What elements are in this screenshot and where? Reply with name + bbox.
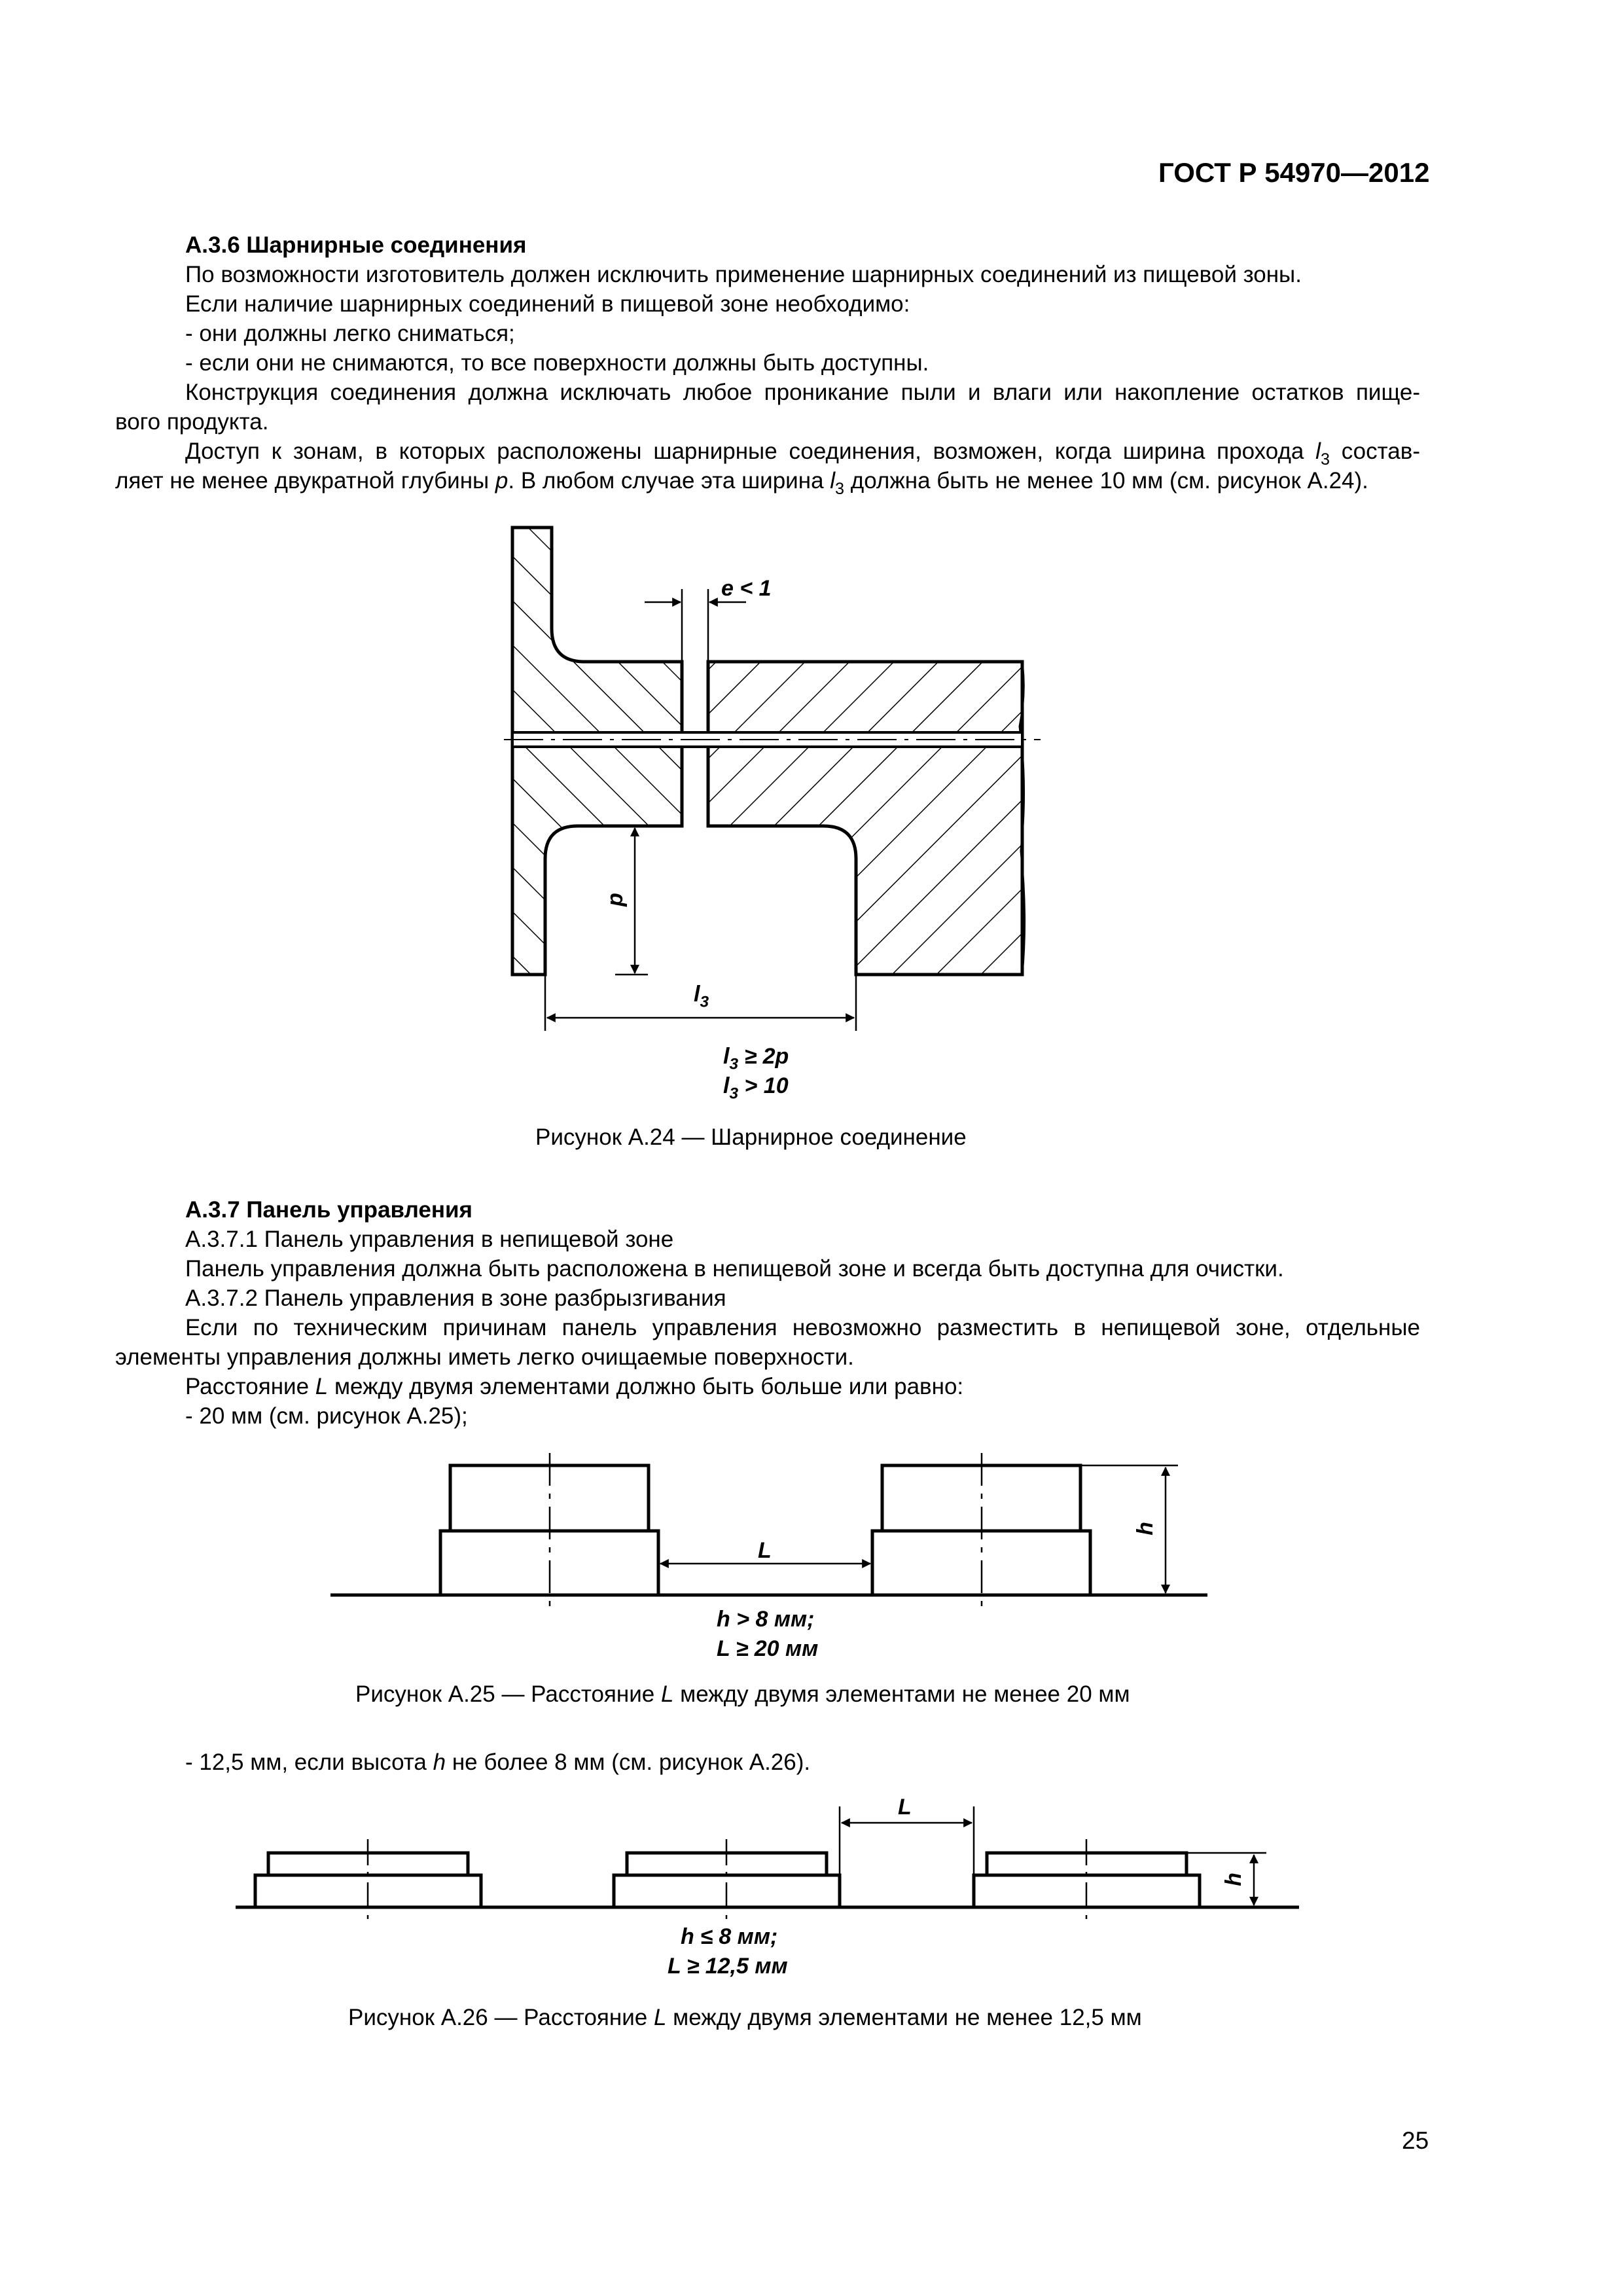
- paragraph: ляет не менее двукратной глубины p. В любом случае эта ширина $l_3$ должна быть не менее 10 мм (см. рисунок А.24).: [115, 468, 1368, 498]
- label-h: h: [1221, 1873, 1246, 1886]
- paragraph: вого продукта.: [115, 409, 269, 435]
- list-item: - если они не снимаются, то все поверхности должны быть доступны.: [185, 350, 929, 376]
- control-element: [614, 1839, 840, 1921]
- label-e: e < 1: [721, 576, 772, 601]
- label-L: L: [898, 1795, 912, 1820]
- condition-L: L ≥ 12,5 мм: [668, 1954, 788, 1979]
- paragraph: Доступ к зонам, в которых расположены шарнирные соединения, возможен, когда ширина прохода $l_3$ состав-: [185, 439, 1420, 469]
- paragraph: Расстояние L между двумя элементами должно быть больше или равно:: [185, 1374, 964, 1399]
- figure-a25-caption: Рисунок А.25 — Расстояние L между двумя элементами не менее 20 мм: [355, 1681, 1130, 1707]
- figure-a26-caption: Рисунок А.26 — Расстояние L между двумя элементами не менее 12,5 мм: [348, 2005, 1142, 2030]
- paragraph: элементы управления должны иметь легко очищаемые поверхности.: [115, 1344, 854, 1370]
- label-h: h: [1132, 1522, 1158, 1535]
- page-number: 25: [1402, 2127, 1429, 2154]
- section-a37-title: А.3.7 Панель управления: [185, 1197, 473, 1223]
- list-item: - 20 мм (см. рисунок А.25);: [185, 1403, 468, 1429]
- paragraph: Панель управления должна быть расположена в непищевой зоне и всегда быть доступна для очистки.: [185, 1256, 1284, 1282]
- control-element: [974, 1839, 1200, 1921]
- control-element: [255, 1839, 481, 1921]
- paragraph: Если наличие шарнирных соединений в пищевой зоне необходимо:: [185, 291, 910, 317]
- condition-L: L ≥ 20 мм: [717, 1636, 819, 1661]
- paragraph: Конструкция соединения должна исключать любое проникание пыли и влаги или накопление остатков пище-: [185, 380, 1420, 405]
- document-header: ГОСТ Р 54970—2012: [1158, 157, 1430, 188]
- subsection-a371: А.3.7.1 Панель управления в непищевой зоне: [185, 1227, 674, 1252]
- list-item: - 12,5 мм, если высота h не более 8 мм (см. рисунок А.26).: [185, 1749, 811, 1775]
- figure-a24-caption: Рисунок А.24 — Шарнирное соединение: [535, 1124, 967, 1150]
- label-L: L: [758, 1538, 772, 1563]
- condition-l3-10: $l_3 > 10$: [723, 1073, 789, 1103]
- list-item: - они должны легко сниматься;: [185, 321, 515, 346]
- condition-h: h ≤ 8 мм;: [681, 1924, 778, 1949]
- label-l3: $l_3$: [694, 982, 709, 1011]
- condition-l3-2p: $l_3 \ge 2p$: [723, 1044, 789, 1073]
- subsection-a372: А.3.7.2 Панель управления в зоне разбрызгивания: [185, 1285, 726, 1311]
- paragraph: Если по техническим причинам панель управления невозможно разместить в непищевой зоне, отдельные: [185, 1315, 1420, 1340]
- section-a36-title: А.3.6 Шарнирные соединения: [185, 232, 527, 258]
- label-p: p: [602, 893, 628, 906]
- condition-h: h > 8 мм;: [717, 1607, 815, 1632]
- paragraph: По возможности изготовитель должен исключить применение шарнирных соединений из пищевой зоны.: [185, 262, 1302, 287]
